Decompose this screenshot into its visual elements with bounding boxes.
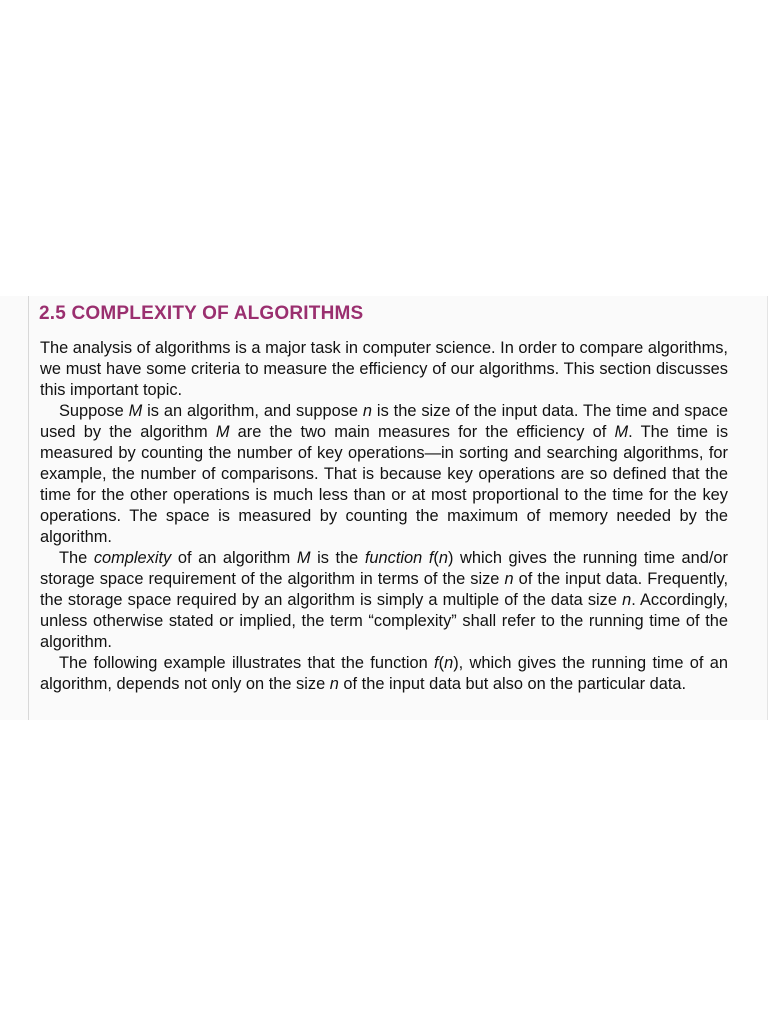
textbook-excerpt	[0, 296, 768, 720]
excerpt-left-edge	[28, 296, 29, 720]
section-body	[40, 338, 728, 695]
paragraph-time-space: Suppose M is an algorithm, and suppose n is the size of the input data. The time and space used by the algorithm M are the two main measures for the efficiency of M. The time is measured by counting the number of key operations—in sorting and searching algorithms, for example, the number of comparisons. That is because key operations are so defined that the time for the other operations is much less than or at most proportional to the time for the key operations. The space is measured by counting the maximum of memory needed by the algorithm.	[40, 402, 729, 546]
paragraph-intro: The analysis of algorithms is a major task in computer science. In order to compare algorithms, we must have some criteria to measure the efficiency of our algorithms. This section discusses this important topic.	[40, 339, 728, 399]
paragraph-complexity-definition: The complexity of an algorithm M is the function f(n) which gives the running time and/or storage space requirement of the algorithm in terms of the size n of the input data. Frequently, the storage space required by an algorithm is simply a multiple of the data size n. Accordingly, unless otherwise stated or implied, the term “complexity” shall refer to the running time of the algorithm.	[40, 549, 729, 651]
section-heading: 2.5 COMPLEXITY OF ALGORITHMS	[39, 303, 364, 324]
paragraph-example-intro: The following example illustrates that the function f(n), which gives the running time of an algorithm, depends not only on the size n of the input data but also on the particular data.	[40, 654, 728, 693]
